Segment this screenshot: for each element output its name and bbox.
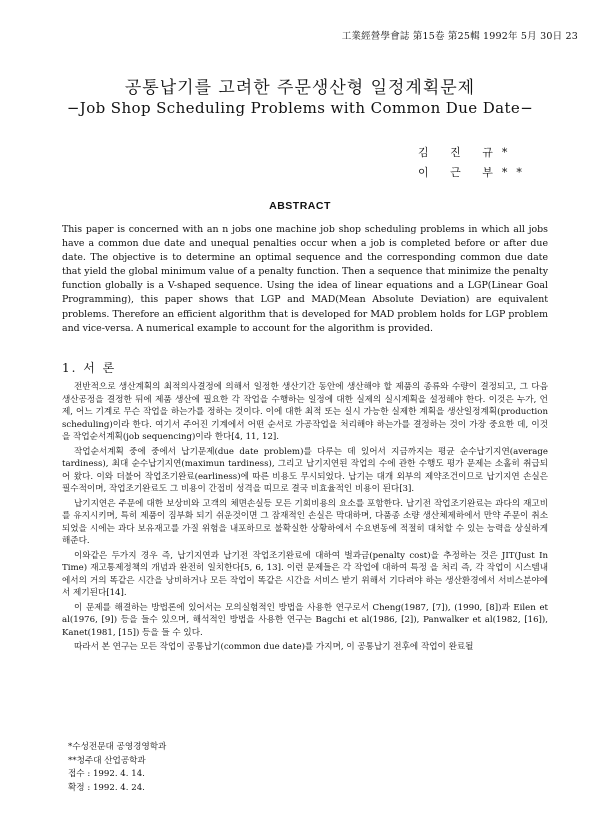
footnote-received: 접수 : 1992. 4. 14.: [68, 769, 145, 779]
footnote-affiliation-2: **청주대 산업공학과: [68, 755, 146, 766]
paragraph-5: 이 문제를 해결하는 방법론에 있어서는 모의실험적인 방법을 사용한 연구로서 Cheng(1987, [7]), (1990, [8])과 Eilen et al(1976, [9]) 등을 들수 있으며, 해석적인 방법을 사용한 연구는 Bagchi et al(1986, [2]), Panwalker et al(1982, [16]), Kanet(1981, [15]) 등을 들 수 있다.: [62, 602, 548, 638]
paragraph-6: 따라서 본 연구는 모든 작업이 공통납기(common due date)를 가지며, 이 공통납기 전후에 작업이 완료될: [74, 642, 474, 652]
paragraph-2: 작업순서계획 중에 중에서 납기문제(due date problem)를 다루는 데 있어서 지금까지는 평균 순수납기지연(average tardiness), 최대 순수납기지연(maximun tardiness), 그리고 납기지연된 작업의 수에 관한 수행도 평가 문제는 소홀히 취급되어 왔다. 이와 더불어 작업조기완료(earliness)에 따른 비용도 무시되었다. 납기는 대개 외부의 제약조건이므로 납기지연 손실은 필수적이며, 작업조기완료도 그 비용이 간접비 성격을 띠므로 결국 비효율적인 비용이 된다[3].: [62, 446, 548, 494]
title-english: −Job Shop Scheduling Problems with Common Due Date−: [66, 99, 534, 117]
body-text: [62, 381, 548, 656]
journal-header: 工業經營學會誌 第15卷 第25輯 1992年 5月 30日 23: [341, 31, 578, 42]
author-1: 김 진 규*: [418, 146, 517, 159]
author-2: 이 근 부**: [418, 166, 531, 179]
title-korean: 공통납기를 고려한 주문생산형 일정계획문제: [124, 78, 476, 98]
footnotes: [68, 741, 166, 795]
paragraph-4: 이와같은 두가지 경우 즉, 납기지연과 납기전 작업조기완료에 대하여 벌과금(penalty cost)을 추정하는 것은 JIT(Just In Time) 재고통제정책의 개념과 완전히 일치한다[5, 6, 13]. 이런 문제들은 각 작업에 대하여 특정 을 처리 즉, 각 작업이 시스템내에서의 거의 똑같은 시간을 낭비하거나 모든 작업이 똑같은 시간을 서비스 받기 위해서 기다려야 하는 생산환경에서 서비스분야에서 제기된다[14].: [62, 550, 548, 598]
author-list: [418, 143, 531, 183]
paragraph-1: 전반적으로 생산계획의 최적의사결정에 의해서 일정한 생산기간 동안에 생산해야 할 제품의 종류와 수량이 결정되고, 그 다음 생산공정을 결정한 뒤에 제품 생산에 필요한 각 작업을 수행하는 일정에 대한 실제의 실시계획을 설정해야 한다. 이것은 누가, 언제, 어느 기계로 무슨 작업을 하는가를 정하는 것이다. 이에 대한 최적 또는 실시 가능한 실제한 계획을 생산일정계획(production scheduling)이라 한다. 여기서 주어진 기계에서 어떤 순서로 가공작업을 처리해야 하는가를 결정하는 것이 가장 중요한 데, 이것을 작업순서계획(job sequencing)이라 한다[4, 11, 12].: [62, 382, 548, 442]
section-heading: 1. 서 론: [62, 361, 117, 375]
footnote-accepted: 확정 : 1992. 4. 24.: [68, 782, 145, 793]
abstract-text: This paper is concerned with an n jobs one machine job shop scheduling problems in which all jobs have a common due date and unequal penalties occur when a job is completed before or after due date. The objective is to determine an optimal sequence and the corresponding common due date that yield the global minimum value of a penalty function. Then a sequence that minimize the penalty function globally is a V-shaped sequence. Using the idea of linear equations and a LGP(Linear Goal Programming), this paper shows that LGP and MAD(Mean Absolute Deviation) are equivalent problems. Therefore an efficient algorithm that is developed for MAD problem holds for LGP problem and vice-versa. A numerical example to account for the algorithm is provided.: [62, 224, 548, 334]
abstract-heading: ABSTRACT: [269, 200, 331, 212]
paragraph-3: 납기지연은 주문에 대한 보상비와 고객의 체면손실등 모든 기회비용의 요소를 포함한다. 납기전 작업조기완료는 과다의 재고비를 유지시키며, 특히 제품이 짐부화 되기 쉬운것이면 그 잠재적인 손실은 막대하며, 다품종 소량 생산체제하에서 만약 주문이 취소되었을 시에는 과다 보유재고를 가질 위험을 내포하므로 불확실한 상황하에서 수요변동에 적절히 대처할 수 있는 능력을 상실하게 해준다.: [62, 498, 548, 546]
footnote-affiliation-1: *수성전문대 공영경영학과: [68, 742, 167, 752]
